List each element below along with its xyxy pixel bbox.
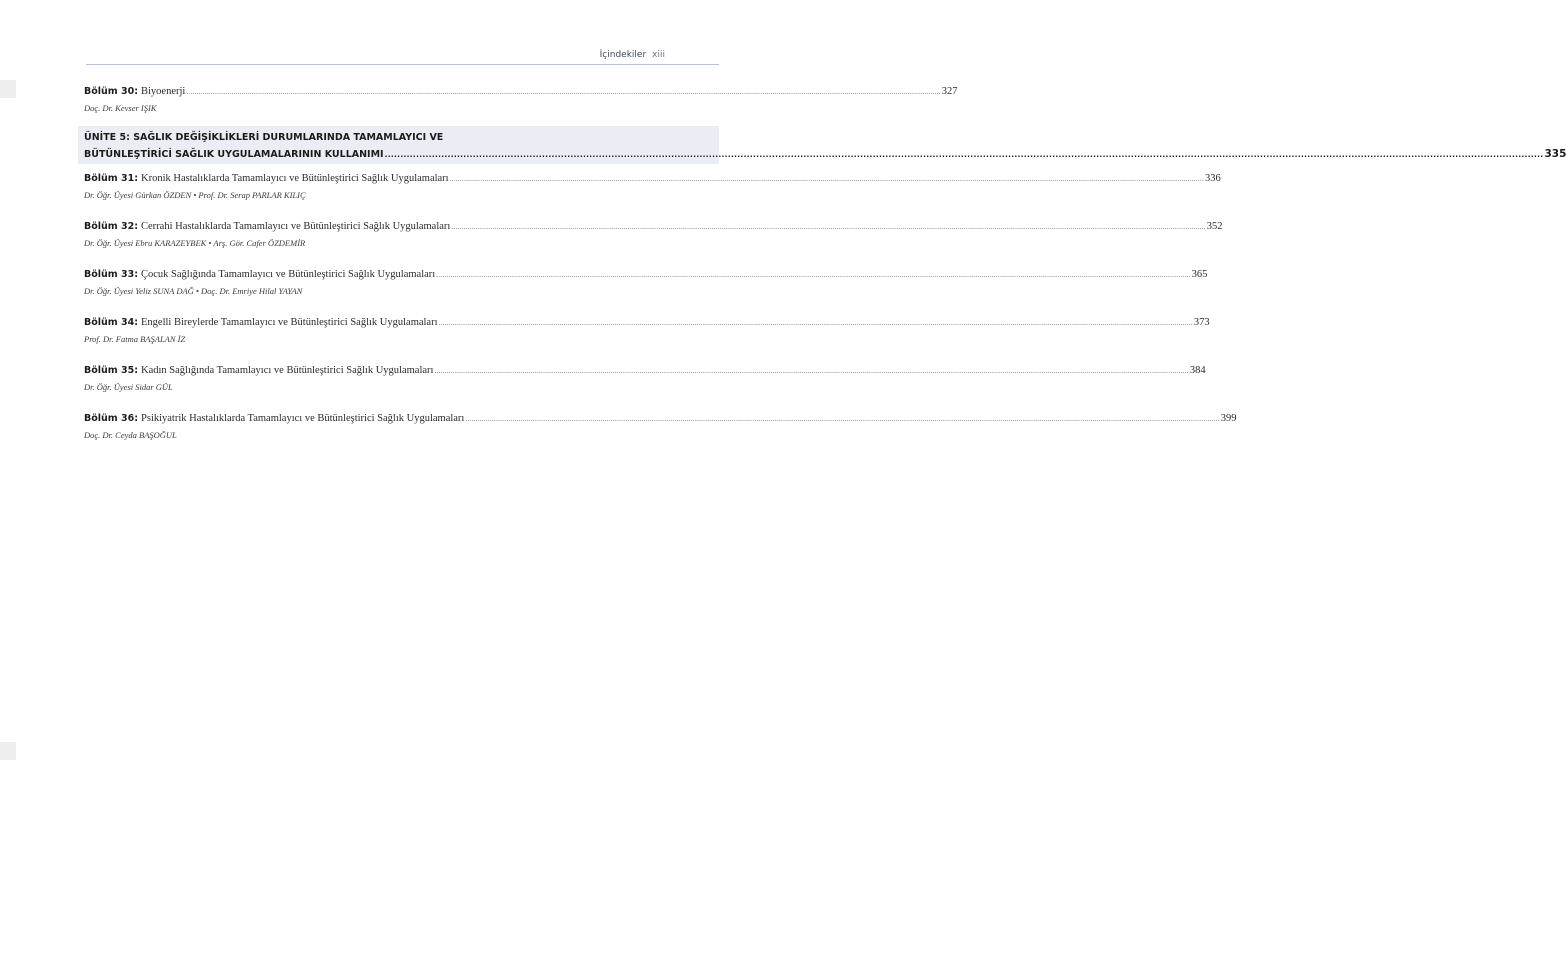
chapter-page-number: 365 bbox=[1191, 269, 1208, 280]
toc-entry[interactable] bbox=[84, 316, 1210, 345]
margin-tab-top bbox=[0, 80, 16, 98]
toc-entry-line bbox=[84, 268, 1208, 282]
chapter-label: Bölüm 30: bbox=[84, 86, 139, 97]
chapter-label: Bölüm 32: bbox=[84, 221, 139, 232]
toc-entry[interactable] bbox=[84, 220, 1223, 249]
toc-entry-line bbox=[84, 316, 1210, 330]
chapter-page-number: 352 bbox=[1206, 221, 1223, 232]
header-rule bbox=[86, 64, 719, 65]
toc-entry[interactable] bbox=[84, 268, 1208, 297]
toc-entry[interactable] bbox=[84, 172, 1221, 201]
chapter-label: Bölüm 31: bbox=[84, 173, 139, 184]
chapter-title: Cerrahi Hastalıklarda Tamamlayıcı ve Bütünleştirici Sağlık Uygulamaları bbox=[141, 221, 451, 232]
dot-leader bbox=[451, 221, 1205, 234]
chapter-authors: Doç. Dr. Ceyda BAŞOĞUL bbox=[84, 430, 177, 440]
chapter-title: Kadın Sağlığında Tamamlayıcı ve Bütünleştirici Sağlık Uygulamaları bbox=[141, 365, 434, 376]
chapter-label: Bölüm 35: bbox=[84, 365, 139, 376]
chapter-authors: Dr. Öğr. Üyesi Yeliz SUNA DAĞ • Doç. Dr. Emriye Hilal YAYAN bbox=[84, 286, 303, 296]
toc-entry-line bbox=[84, 220, 1223, 234]
chapter-label: Bölüm 33: bbox=[84, 269, 139, 280]
toc-entry-line bbox=[84, 172, 1221, 186]
chapter-page-number: 336 bbox=[1205, 173, 1221, 184]
chapter-title: Psikiyatrik Hastalıklarda Tamamlayıcı ve Bütünleştirici Sağlık Uygulamaları bbox=[141, 413, 465, 424]
unit-title-line-2-text: BÜTÜNLEŞTİRİCİ SAĞLIK UYGULAMALARININ KULLANIMI bbox=[84, 149, 384, 160]
chapter-page-number: 373 bbox=[1193, 317, 1210, 328]
margin-tab-bottom bbox=[0, 742, 16, 760]
running-header bbox=[600, 50, 665, 60]
unit-title-line-2 bbox=[84, 147, 1566, 162]
dot-leader bbox=[436, 269, 1190, 282]
chapter-authors: Dr. Öğr. Üyesi Ebru KARAZEYBEK • Arş. Gör. Cafer ÖZDEMİR bbox=[84, 238, 306, 248]
chapter-title: Çocuk Sağlığında Tamamlayıcı ve Bütünleştirici Sağlık Uygulamaları bbox=[141, 269, 436, 280]
chapter-label: Bölüm 34: bbox=[84, 317, 139, 328]
chapter-page-number: 399 bbox=[1220, 413, 1237, 424]
unit-title-line-1: ÜNİTE 5: SAĞLIK DEĞİŞİKLİKLERİ DURUMLARINDA TAMAMLAYICI VE bbox=[84, 132, 444, 143]
chapter-page-number: 327 bbox=[941, 86, 958, 97]
toc-entry[interactable] bbox=[84, 85, 958, 114]
dot-leader bbox=[439, 317, 1193, 330]
dot-leader bbox=[450, 173, 1204, 186]
toc-entry[interactable] bbox=[84, 364, 1206, 393]
unit-page-number: 335 bbox=[1544, 148, 1566, 160]
toc-entry[interactable] bbox=[84, 412, 1237, 441]
unit-heading[interactable] bbox=[84, 131, 1566, 162]
dot-leader bbox=[385, 148, 1544, 162]
header-page-number: xiii bbox=[652, 50, 665, 60]
chapter-title: Biyoenerji bbox=[141, 86, 186, 97]
toc-entry-line bbox=[84, 412, 1237, 426]
chapter-label: Bölüm 36: bbox=[84, 413, 139, 424]
toc-entry-line bbox=[84, 364, 1206, 378]
chapter-authors: Prof. Dr. Fatma BAŞALAN İZ bbox=[84, 334, 186, 344]
chapter-title: Kronik Hastalıklarda Tamamlayıcı ve Bütünleştirici Sağlık Uygulamaları bbox=[141, 173, 449, 184]
dot-leader bbox=[465, 413, 1219, 426]
chapter-authors: Dr. Öğr. Üyesi Sidar GÜL bbox=[84, 382, 173, 392]
chapter-authors: Doç. Dr. Kevser IŞIK bbox=[84, 103, 157, 113]
chapter-title: Engelli Bireylerde Tamamlayıcı ve Bütünleştirici Sağlık Uygulamaları bbox=[141, 317, 438, 328]
chapter-page-number: 384 bbox=[1189, 365, 1206, 376]
dot-leader bbox=[434, 365, 1188, 378]
section-title: İçindekiler bbox=[599, 50, 647, 60]
toc-entry-line bbox=[84, 85, 958, 99]
chapter-authors: Dr. Öğr. Üyesi Gürkan ÖZDEN • Prof. Dr. Serap PARLAR KILIÇ bbox=[84, 190, 306, 200]
dot-leader bbox=[186, 86, 940, 99]
